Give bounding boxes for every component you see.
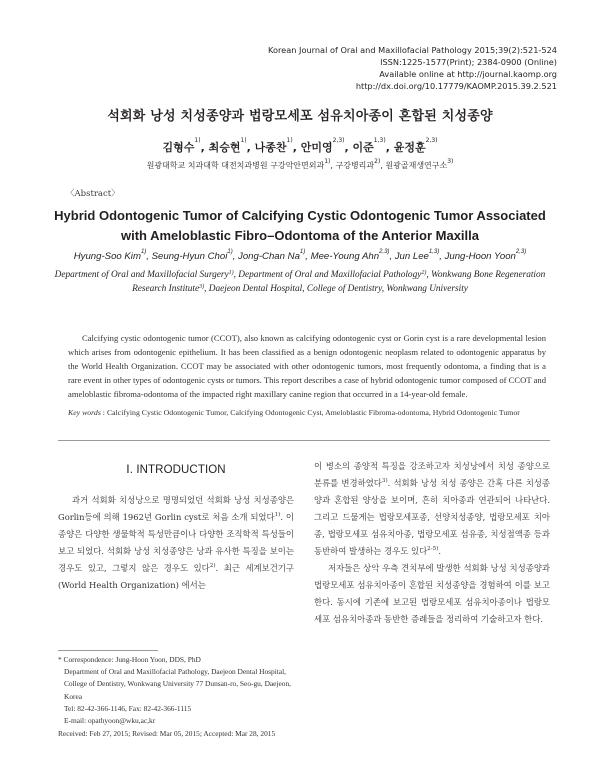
- correspondence-email[interactable]: E-mail: opathyoon@wku,ac,kr: [64, 716, 156, 726]
- korean-affiliations: 원광대학교 치과대학 대전치과병원 구강악안면외과$^{1)}$, 구강병리과$^{2)}$, 원광골재생연구소$^{3)}$: [146, 158, 454, 170]
- footnote-divider: [58, 650, 158, 651]
- para-text: . 이 종양은 다양한 생물학적 특성만큼이나 다양한 조직학적 특성들이 보고 되었다. 석회화 낭성 치성종양은 낭과 유사한 특징을 보이는 경우도 있고, 그렇지 않은 경우도 있다: [58, 512, 294, 573]
- author-sup: 1): [194, 137, 201, 144]
- correspondence-address: Department of Oral and Maxillofacial Pathology, Daejeon Dental Hospital, College of Dentistry, Wonkwang University 77 Dunsan-ro, Seo-gu, Daejeon, Korea: [64, 667, 292, 701]
- affiliation: 원광대학교 치과대학 대전치과병원 구강악안면외과: [146, 161, 325, 170]
- author-sup: 1,3): [428, 249, 440, 255]
- citation-sup: 2-5): [427, 546, 439, 552]
- affiliation-sup: 3): [447, 158, 454, 165]
- affiliation-sup: 2): [374, 158, 381, 165]
- citation-sup: 3): [381, 478, 388, 484]
- affil-part: , Wonkwang Bone Regeneration Research Institute: [132, 270, 546, 294]
- intro-paragraph-cont: [314, 458, 550, 560]
- author-sup: 1,3): [373, 137, 386, 144]
- journal-doi[interactable]: http://dx.doi.org/10.17779/KAOMP.2015.39.2.521: [355, 81, 557, 91]
- author-sup: 2,3): [379, 249, 390, 255]
- correspondence-line: * Correspondence: Jung-Hoon Yoon, DDS, PhD: [58, 655, 201, 664]
- citation-sup: 2): [209, 563, 216, 569]
- para-text: . 석회화 낭성 치성 종양은 간혹 다른 치성종양과 혼합된 양상을 보이며, 흔히 치아종과 연관되어 나타난다. 그리고 드물게는 법랑모세포종, 선양치성종양, 법랑모세포 치아종, 법랑모세포 섬유치아종, 법랑모세포 섬유종, 치성점액종 등과 동반하여 발생하는 경우도 있다: [314, 478, 550, 556]
- author-name: Jun Lee: [394, 251, 429, 262]
- affil-part: Department of Oral and Maxillofacial Surgery: [54, 270, 229, 280]
- author-name: Mee-Young Ahn: [310, 251, 380, 262]
- journal-issn: ISSN:1225-1577(Print); 2384-0900 (Online): [380, 57, 557, 67]
- received-dates: Received: Feb 27, 2015; Revised: Mar 05, 2015; Accepted: Mar 28, 2015: [58, 729, 276, 739]
- author-name: 최승현: [208, 141, 241, 154]
- korean-authors: 김형수$^{1)}$, 최승현$^{1)}$, 나종찬$^{1)}$, 안미영$^{2,3)}$, 이준$^{1,3)}$, 윤정훈$^{2,3)}$: [162, 137, 438, 154]
- keywords-sep: :: [100, 408, 107, 417]
- affil-sup: 1): [228, 270, 234, 276]
- para-text: .: [438, 546, 442, 556]
- keywords-text: Calcifying Cystic Odontogenic Tumor, Calcifying Odontogenic Cyst, Ameloblastic Fibroma-odontoma, Hybrid Odontogenic Tumor: [106, 408, 520, 417]
- affil-part: , Department of Oral and Maxillofacial Pathology: [233, 270, 422, 280]
- english-affiliations: [40, 268, 560, 296]
- author-name: 나종찬: [254, 141, 287, 154]
- section-heading: Ⅰ. INTRODUCTION: [126, 464, 226, 476]
- author-name: 윤정훈: [393, 141, 426, 154]
- para-text: 저자들은 상악 우측 견치부에 발생한 석회화 낭성 치성종양과 법랑모세포 섬유치아종이 혼합된 치성종양을 경험하여 이를 보고한다. 동시에 기존에 보고된 법랑모세포 섬유치아종이나 법랑모세포 섬유치아종과 동반한 증례들을 정리하여 기술하고자 한다.: [314, 563, 550, 624]
- author-sup: 1): [299, 249, 306, 255]
- intro-paragraph: [58, 492, 294, 594]
- correspondence-footnote: [58, 654, 294, 740]
- english-title-line2: with Ameloblastic Fibro–Odontoma of the Anterior Maxilla: [120, 228, 479, 243]
- left-column: [58, 462, 294, 594]
- abstract-text: Calcifying cystic odontogenic tumor (CCOT), also known as calcifying odontogenic cyst or Gorin cyst is a rare developmental lesion which arises from odontogenic epithelium. It has been classified as a benign odontogenic neoplasm related to odontogenic apparatus by the World Health Organization. CCOT may be associated with other odontogenic tumors, most frequently odontoma, a finding that is a rare event in other types of odontogenic cysts or tumors. This report describes a case of hybrid odontogenic tumor composed of CCOT and ameloblastic fibroma-odontoma of the impacted right maxillary canine region that occurred in a 14-year-old female.: [68, 332, 546, 399]
- author-sup: 2,3): [332, 137, 345, 144]
- author-sup: 2,3): [515, 249, 527, 255]
- journal-header: [268, 44, 557, 92]
- english-authors: Hyung-Soo Kim$^{1)}$, Seung-Hyun Choi$^{1)}$, Jong-Chan Na$^{1)}$, Mee-Young Ahn$^{2,3)}$, Jun Lee$^{1,3)}$, Jung-Hoon Yoon$^{2,3)}$: [73, 249, 527, 262]
- english-title-line1: Hybrid Odontogenic Tumor of Calcifying Cystic Odontogenic Tumor Associated: [54, 208, 546, 223]
- intro-paragraph-2: [314, 560, 550, 628]
- english-title: [0, 206, 600, 246]
- author-name: 안미영: [300, 141, 333, 154]
- citation-sup: 1): [274, 512, 281, 518]
- author-name: 이준: [352, 141, 374, 154]
- affil-part: , Daejeon Dental Hospital, College of Dentistry, Wonkwang University: [204, 284, 468, 294]
- journal-url[interactable]: Available online at http://journal.kaomp.org: [379, 69, 557, 79]
- affiliation: 구강병리과: [335, 161, 375, 170]
- author-sup: 1): [240, 137, 247, 144]
- author-sup: 1): [286, 137, 293, 144]
- author-name: Jong-Chan Na: [238, 251, 300, 262]
- author-name: 김형수: [162, 141, 195, 154]
- affiliation: 원광골재생연구소: [385, 161, 448, 170]
- author-name: Hyung-Soo Kim: [73, 251, 141, 262]
- affiliation-sup: 1): [324, 158, 331, 165]
- journal-citation: Korean Journal of Oral and Maxillofacial Pathology 2015;39(2):521-524: [268, 45, 557, 55]
- para-text: 이 병소의 종양적 특징을 강조하고자 치성낭에서 치성 종양으로 분류를 변경하였다: [314, 461, 550, 488]
- affil-sup: 3): [199, 284, 205, 290]
- para-text: 과거 석회화 치성낭으로 명명되었던 석회화 낭성 치성종양은 Gorlin등에 의해 1962년 Gorlin cyst로 처음 소개 되었다: [58, 495, 294, 522]
- keywords-label: Key words: [68, 408, 101, 417]
- right-column: [314, 458, 550, 628]
- correspondence-tel: Tel: 82-42-366-1146, Fax: 82-42-366-1115: [64, 703, 192, 713]
- author-sup: 2,3): [425, 137, 438, 144]
- korean-title: 석회화 낭성 치성종양과 법랑모세포 섬유치아종이 혼합된 치성종양: [107, 109, 493, 124]
- affil-sup: 2): [421, 270, 427, 276]
- para-text: . 최근 세계보건기구(World Health Organization) 에서는: [58, 563, 294, 590]
- author-name: Seung-Hyun Choi: [151, 251, 228, 262]
- abstract-tag: 〈Abstract〉: [66, 189, 120, 199]
- author-sup: 1): [227, 249, 233, 255]
- keywords: [68, 406, 546, 419]
- author-sup: 1): [140, 249, 147, 255]
- author-name: Jung-Hoon Yoon: [444, 251, 516, 262]
- section-divider: [58, 440, 550, 441]
